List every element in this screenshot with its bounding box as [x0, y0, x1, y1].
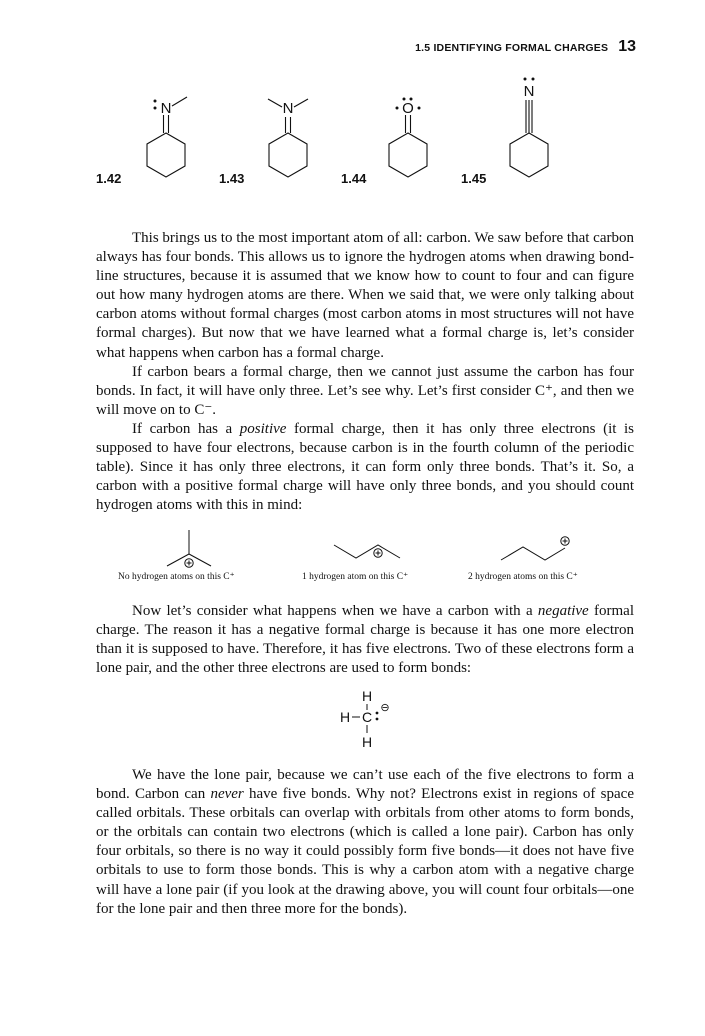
- structure-label-1-42: 1.42: [96, 171, 122, 186]
- structure-label-1-44: 1.44: [341, 171, 367, 186]
- structures-row: [0, 0, 705, 200]
- structures-drawing: [0, 0, 705, 200]
- atom-n-1-45: N: [523, 83, 535, 100]
- caption-two-hydrogens: 2 hydrogen atoms on this C⁺: [468, 572, 578, 582]
- atom-o-1-44: O: [402, 100, 414, 117]
- paragraph-positive-charge: If carbon has a positive formal charge, then it has only three electrons (it is supposed to have four electrons, because carbon is in the fourth column of the periodic table). Since it has only three electrons, it can form only three bonds. That’s it. So, a carbon with a positive formal charge will have only three bonds, and you should count hydrogen atoms with this in mind:: [96, 420, 634, 514]
- paragraph-lone-pair: We have the lone pair, because we can’t use each of the five electrons to form a bond. Carbon can never have five bonds. Why not? Electrons exist in regions of space called orbitals. These orbitals can overlap with orbitals from other atoms to form bonds, or the orbitals can contain two electrons (which is called a lone pair). Carbon has only four orbitals, so there is no way it could possibly form five bonds—it does not have five orbitals to use to form those bonds. This is why a carbon atom with a negative charge will have a lone pair (if you look at the drawing above, you will count four orbitals—one for the lone pair and then three more for the bonds).: [96, 767, 634, 917]
- methyl-anion-structure: [0, 686, 705, 756]
- paragraph: If carbon bears a formal charge, then we cannot just assume the carbon has four bonds. In fact, it will have only three. Let’s see why. Let’s first consider C⁺, and then we will move on to C⁻.: [96, 363, 634, 418]
- atom-n-1-42: N: [160, 100, 172, 117]
- paragraph-negative-charge: Now let’s consider what happens when we have a carbon with a negative formal charge. The reason it has a negative formal charge is because it has one more electron than it is supposed to have. Therefore, it has five electrons. Two of these electrons form a lone pair, and the other three electrons are used to form bonds:: [96, 603, 634, 677]
- structure-label-1-45: 1.45: [461, 171, 487, 186]
- page-number: 13: [618, 38, 636, 55]
- structure-1-44: [389, 115, 427, 177]
- caption-no-hydrogen: No hydrogen atoms on this C⁺: [118, 572, 235, 582]
- body-text-section-3: [96, 766, 634, 919]
- atom-h-top: H: [361, 688, 373, 704]
- body-text-section-1: [96, 229, 634, 515]
- paragraph: This brings us to the most important atom of all: carbon. We saw before that carbon always has four bonds. This allows us to ignore the hydrogen atoms when drawing bond-line structures, because it is assumed that we know how to count to four and can figure out how many hydrogen atoms are there. When we said that, we were only talking about carbon atoms without formal charges (most carbon atoms in most structures will not have formal charges). But now that we have learned what a formal charge is, let’s consider what happens when carbon has a formal charge.: [96, 230, 634, 361]
- atom-n-1-43: N: [282, 100, 294, 117]
- structure-label-1-43: 1.43: [219, 171, 245, 186]
- atom-h-left: H: [339, 709, 351, 725]
- section-title: 1.5 IDENTIFYING FORMAL CHARGES: [415, 42, 609, 54]
- body-text-section-2: [96, 602, 634, 678]
- atom-c-center: C: [361, 709, 373, 725]
- carbocation-primary: [501, 537, 569, 560]
- carbocation-secondary: [334, 545, 400, 558]
- carbocation-tertiary: [167, 530, 211, 567]
- atom-h-bottom: H: [361, 734, 373, 750]
- structure-1-45: [510, 100, 548, 177]
- caption-one-hydrogen: 1 hydrogen atom on this C⁺: [302, 572, 409, 582]
- negative-charge-symbol: ⊖: [380, 702, 390, 714]
